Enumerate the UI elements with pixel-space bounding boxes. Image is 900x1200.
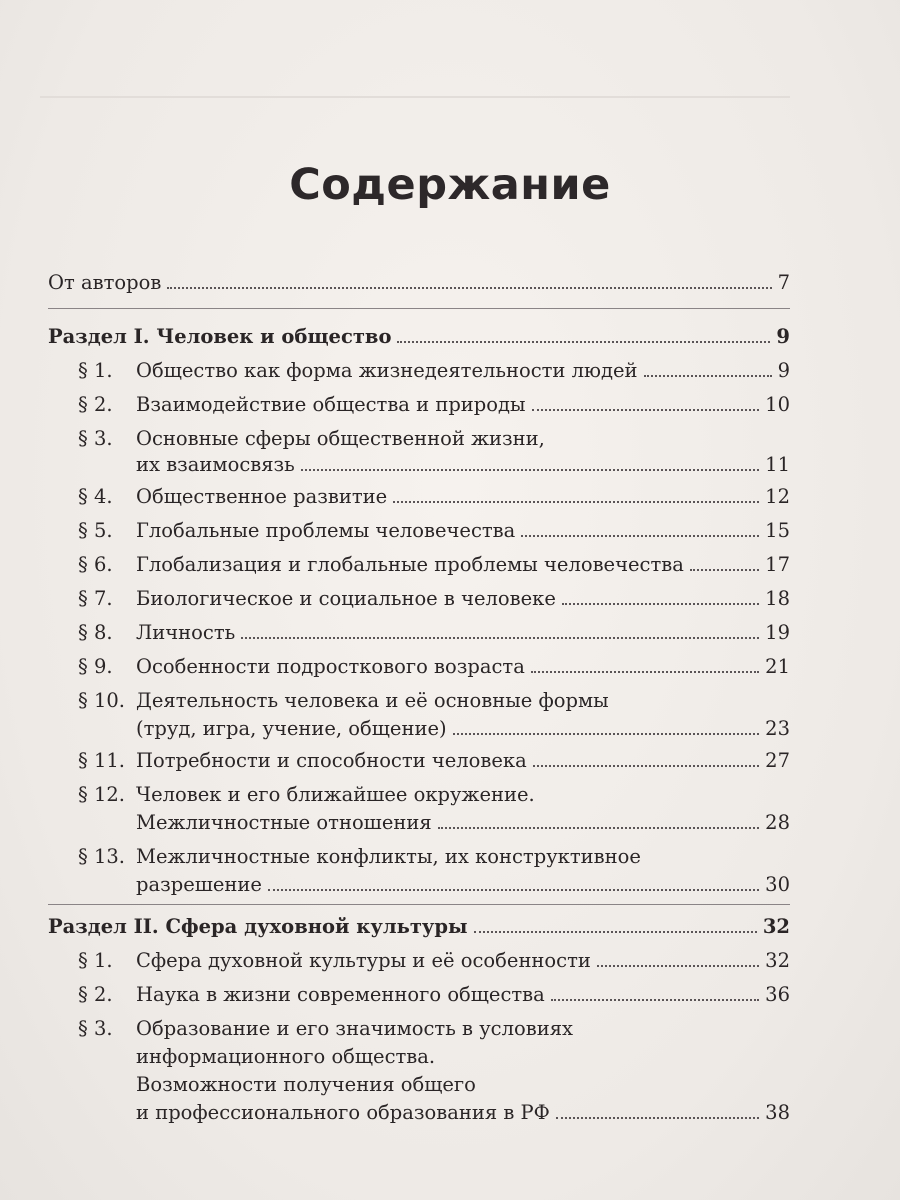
paragraph-number: § 3. [78,427,113,450]
toc-entry[interactable] [48,691,790,711]
dot-leader [241,637,759,639]
toc-entry[interactable] [48,847,790,867]
dot-leader [531,671,759,673]
toc-entry-label: разрешение [136,873,262,896]
show-through-line [40,96,790,98]
paragraph-number: § 2. [78,983,113,1006]
toc-entry-label: От авторов [48,271,162,294]
paragraph-number: § 2. [78,393,113,416]
toc-entry-label: Общество как форма жизнедеятельности людей [136,359,638,382]
toc-page-number: 28 [765,811,790,834]
paragraph-number: § 4. [78,485,113,508]
toc-entry[interactable] [48,361,790,381]
toc-entry-continuation[interactable] [48,455,790,475]
toc-entry[interactable] [48,429,790,449]
paragraph-number: § 3. [78,1017,113,1040]
toc-entry-label: Образование и его значимость в условиях [136,1017,573,1040]
toc-entry-label: Особенности подросткового возраста [136,655,525,678]
toc-page-number: 19 [765,621,790,644]
toc-section-2[interactable] [48,917,790,937]
page-title: Содержание [289,160,611,210]
toc-entry-label: информационного общества. [136,1045,436,1068]
toc-entry-preface[interactable] [48,273,790,293]
toc-page-number: 32 [762,915,790,938]
dot-leader [167,287,771,289]
paragraph-number: § 6. [78,553,113,576]
toc-entry-label: Взаимодействие общества и природы [136,393,526,416]
toc-entry-label: (труд, игра, учение, общение) [136,717,447,740]
toc-entry-continuation[interactable] [48,719,790,739]
toc-page-number: 11 [765,453,790,476]
toc-entry[interactable] [48,487,790,507]
toc-entry[interactable] [48,521,790,541]
toc-entry-label: Общественное развитие [136,485,388,508]
toc-entry[interactable] [48,623,790,643]
dot-leader [268,889,759,891]
toc-page-number: 17 [765,553,790,576]
dot-leader [551,999,759,1001]
toc-page-number: 18 [765,587,790,610]
toc-entry-label: Деятельность человека и её основные формы [136,689,609,712]
toc-page-number: 9 [776,325,790,348]
toc-entry-label: Потребности и способности человека [136,749,527,772]
toc-entry-label: и профессионального образования в РФ [136,1101,550,1124]
toc-entry-label: Наука в жизни современного общества [136,983,545,1006]
toc-entry-continuation[interactable] [48,1047,790,1067]
paragraph-number: § 12. [78,783,125,806]
dot-leader [397,341,770,343]
dot-leader [562,603,759,605]
toc-entry-label: Человек и его ближайшее окружение. [136,783,535,806]
toc-entry[interactable] [48,395,790,415]
toc-entry[interactable] [48,985,790,1005]
dot-leader [532,409,760,411]
dot-leader [644,375,772,377]
toc-entry[interactable] [48,657,790,677]
toc-entry-label: Сфера духовной культуры и её особенности [136,949,591,972]
dot-leader [556,1117,759,1119]
toc-entry-continuation[interactable] [48,1075,790,1095]
toc-entry[interactable] [48,589,790,609]
toc-entry[interactable] [48,951,790,971]
dot-leader [453,733,760,735]
toc-page-number: 23 [765,717,790,740]
toc-section-label: Раздел I. Человек и общество [48,325,392,348]
toc-entry[interactable] [48,751,790,771]
section-divider [48,308,790,309]
toc-page-number: 36 [765,983,790,1006]
paragraph-number: § 9. [78,655,113,678]
toc-entry-label: их взаимосвязь [136,453,295,476]
toc-entry-continuation[interactable] [48,813,790,833]
dot-leader [438,827,760,829]
paragraph-number: § 11. [78,749,125,772]
toc-entry-label: Глобализация и глобальные проблемы человечества [136,553,684,576]
toc-entry[interactable] [48,555,790,575]
dot-leader [301,469,759,471]
toc-entry-label: Межличностные конфликты, их конструктивное [136,845,641,868]
toc-entry-label: Межличностные отношения [136,811,432,834]
dot-leader [521,535,759,537]
paragraph-number: § 1. [78,949,113,972]
toc-page-number: 27 [765,749,790,772]
paragraph-number: § 8. [78,621,113,644]
paragraph-number: § 13. [78,845,125,868]
toc-page-number: 7 [777,271,790,294]
paragraph-number: § 5. [78,519,113,542]
dot-leader [393,501,759,503]
toc-page-number: 38 [765,1101,790,1124]
toc-entry-continuation[interactable] [48,1103,790,1123]
toc-page-number: 30 [765,873,790,896]
toc-entry-label: Основные сферы общественной жизни, [136,427,545,450]
toc-entry[interactable] [48,785,790,805]
toc-section-1[interactable] [48,327,790,347]
toc-page-number: 9 [777,359,790,382]
section-divider [48,904,790,905]
toc-page-number: 12 [765,485,790,508]
toc-page-number: 10 [765,393,790,416]
dot-leader [533,765,759,767]
toc-entry-label: Глобальные проблемы человечества [136,519,516,542]
toc-entry[interactable] [48,1019,790,1039]
toc-page-number: 15 [765,519,790,542]
dot-leader [597,965,759,967]
toc-entry-label: Биологическое и социальное в человеке [136,587,556,610]
paragraph-number: § 7. [78,587,113,610]
dot-leader [690,569,759,571]
paragraph-number: § 1. [78,359,113,382]
toc-entry-continuation[interactable] [48,875,790,895]
toc-page-number: 21 [765,655,790,678]
dot-leader [474,931,757,933]
paragraph-number: § 10. [78,689,125,712]
toc-page-number: 32 [765,949,790,972]
toc-entry-label: Возможности получения общего [136,1073,476,1096]
toc-entry-label: Личность [136,621,236,644]
toc-section-label: Раздел II. Сфера духовной культуры [48,915,468,938]
